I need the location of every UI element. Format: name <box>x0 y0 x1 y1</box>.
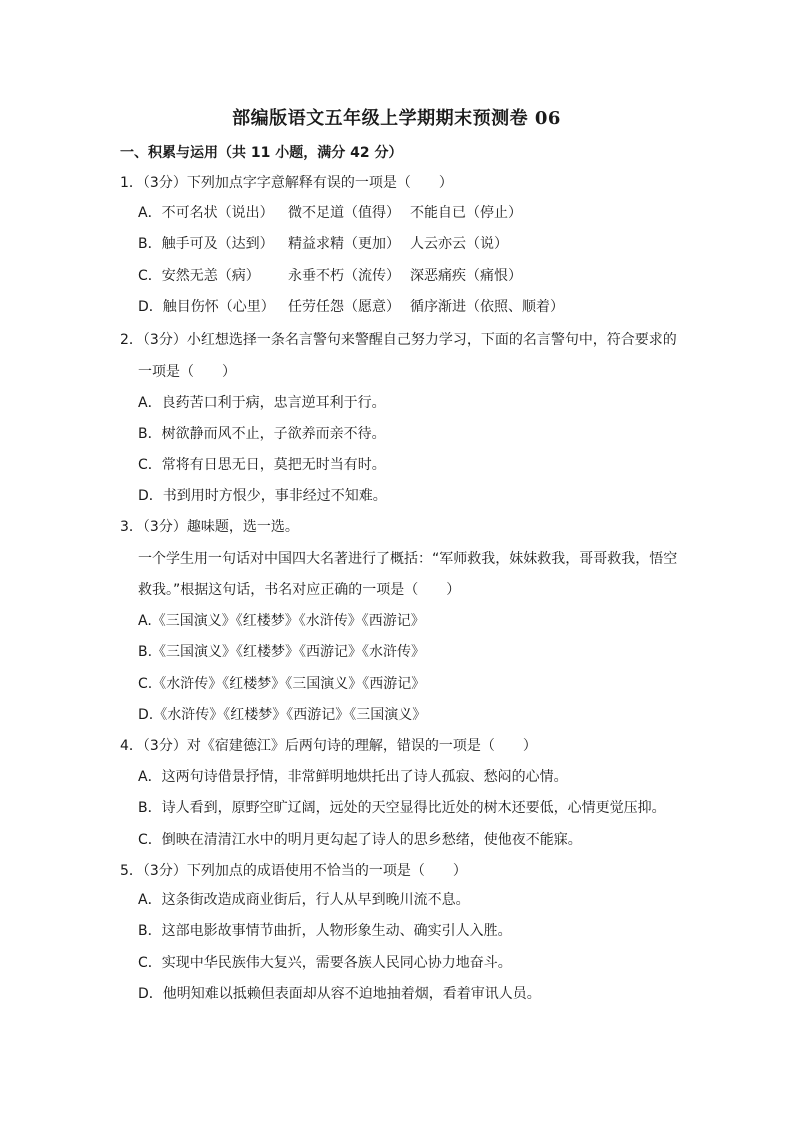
question-3-paragraph: 救我。”根据这句话，书名对应正确的一项是（ ） <box>138 582 461 598</box>
option-part: 不能自已（停止） <box>410 205 522 221</box>
option-part: 永垂不朽（流传） <box>288 268 400 284</box>
option-part: 深恶痛疾（痛恨） <box>410 268 522 284</box>
question-1-option-a <box>138 203 522 223</box>
option-part: 微不足道（值得） <box>288 205 400 221</box>
option-part: 精益求精（更加） <box>288 236 400 252</box>
question-1-stem: 1．（3分）下列加点字字意解释有误的一项是（ ） <box>120 175 453 191</box>
question-1-option-d <box>138 297 564 317</box>
question-5-option-a: A．这条街改造成商业街后，行人从早到晚川流不息。 <box>138 892 470 908</box>
question-2-option-d: D．书到用时方恨少，事非经过不知难。 <box>138 488 387 504</box>
question-5-option-c: C．实现中华民族伟大复兴，需要各族人民同心协力地奋斗。 <box>138 955 512 971</box>
question-2-option-b: B．树欲静而风不止，子欲养而亲不待。 <box>138 426 386 442</box>
question-5-stem: 5．（3分）下列加点的成语使用不恰当的一项是（ ） <box>120 863 467 879</box>
question-1-option-b <box>138 234 508 254</box>
question-4-option-b: B．诗人看到，原野空旷辽阔，远处的天空显得比近处的树木还要低，心情更觉压抑。 <box>138 800 666 816</box>
question-2-stem: 2．（3分）小红想选择一条名言警句来警醒自己努力学习，下面的名言警句中，符合要求的 <box>120 332 677 348</box>
question-3-option-b: B.《三国演义》《红楼梦》《西游记》《水浒传》 <box>138 644 426 660</box>
option-part: A．不可名状（说出） <box>138 205 274 221</box>
option-part: 人云亦云（说） <box>410 236 508 252</box>
question-3-option-a: A.《三国演义》《红楼梦》《水浒传》《西游记》 <box>138 613 425 629</box>
question-3-paragraph: 一个学生用一句话对中国四大名著进行了概括：“军师救我，妹妹救我，哥哥救我，悟空 <box>138 551 678 567</box>
question-4-option-c: C．倒映在清清江水中的明月更勾起了诗人的思乡愁绪，使他夜不能寐。 <box>138 832 582 848</box>
option-part: C．安然无恙（病） <box>138 268 260 284</box>
question-1-option-c <box>138 266 522 286</box>
question-4-stem: 4．（3分）对《宿建德江》后两句诗的理解，错误的一项是（ ） <box>120 738 537 754</box>
option-part: 循序渐进（依照、顺着） <box>410 299 564 315</box>
question-5-option-b: B．这部电影故事情节曲折，人物形象生动、确实引人入胜。 <box>138 923 512 939</box>
section-heading: 一、积累与运用（共 11 小题，满分 42 分） <box>120 145 403 161</box>
option-part: B．触手可及（达到） <box>138 236 274 252</box>
option-part: D．触目伤怀（心里） <box>138 299 275 315</box>
question-3-stem: 3．（3分）趣味题，选一选。 <box>120 519 299 535</box>
question-5-option-d: D．他明知难以抵赖但表面却从容不迫地抽着烟，看着审讯人员。 <box>138 986 541 1002</box>
question-2-stem-cont: 一项是（ ） <box>138 364 236 380</box>
question-2-option-a: A．良药苦口利于病，忠言逆耳利于行。 <box>138 395 386 411</box>
question-2-option-c: C．常将有日思无日，莫把无时当有时。 <box>138 457 386 473</box>
question-3-option-d: D.《水浒传》《红楼梦》《西游记》《三国演义》 <box>138 707 427 723</box>
page-title: 部编版语文五年级上学期期末预测卷 06 <box>232 108 561 129</box>
question-4-option-a: A．这两句诗借景抒情，非常鲜明地烘托出了诗人孤寂、愁闷的心情。 <box>138 769 568 785</box>
option-part: 任劳任怨（愿意） <box>288 299 400 315</box>
question-3-option-c: C.《水浒传》《红楼梦》《三国演义》《西游记》 <box>138 676 426 692</box>
